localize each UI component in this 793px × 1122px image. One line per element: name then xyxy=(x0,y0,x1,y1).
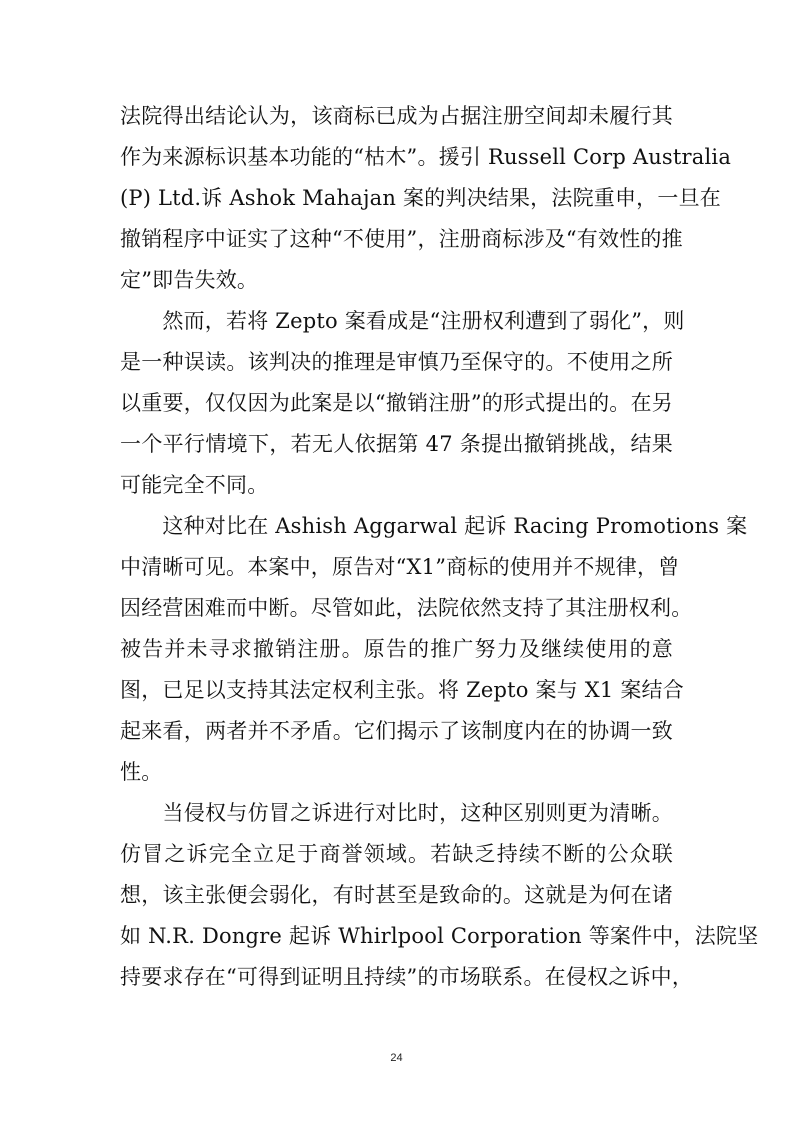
text-line: 一个平行情境下，若无人依据第 47 条提出撤销挑战，结果 xyxy=(120,432,673,456)
text-line: 如 N.R. Dongre 起诉 Whirlpool Corporation 等案件中，法院坚 xyxy=(120,924,759,948)
text-line: 起来看，两者并不矛盾。它们揭示了该制度内在的协调一致 xyxy=(120,719,673,743)
paragraph-2 xyxy=(120,301,685,506)
text-line: 图，已足以支持其法定权利主张。将 Zepto 案与 X1 案结合 xyxy=(120,678,684,702)
page-number: 24 xyxy=(390,1052,403,1064)
text-line: 想，该主张便会弱化，有时甚至是致命的。这就是为何在诸 xyxy=(120,883,673,907)
paragraph-3 xyxy=(120,506,748,793)
text-line: 定”即告失效。 xyxy=(120,268,259,292)
paragraph-4 xyxy=(120,793,759,998)
text-line: 当侵权与仿冒之诉进行对比时，这种区别则更为清晰。 xyxy=(120,801,673,825)
text-line: 可能完全不同。 xyxy=(120,473,269,497)
text-line: (P) Ltd.诉 Ashok Mahajan 案的判决结果，法院重申，一旦在 xyxy=(120,186,721,210)
body-text xyxy=(120,96,759,998)
text-line: 法院得出结论认为，该商标已成为占据注册空间却未履行其 xyxy=(120,104,673,128)
text-line: 撤销程序中证实了这种“不使用”，注册商标涉及“有效性的推 xyxy=(120,227,683,251)
text-line: 仿冒之诉完全立足于商誉领域。若缺乏持续不断的公众联 xyxy=(120,842,673,866)
text-line: 作为来源标识基本功能的“枯木”。援引 Russell Corp Australia xyxy=(120,145,732,169)
text-line: 中清晰可见。本案中，原告对“X1”商标的使用并不规律，曾 xyxy=(120,555,680,579)
paragraph-1 xyxy=(120,96,732,301)
text-line: 被告并未寻求撤销注册。原告的推广努力及继续使用的意 xyxy=(120,637,673,661)
text-line: 因经营困难而中断。尽管如此，法院依然支持了其注册权利。 xyxy=(120,596,693,620)
text-line: 以重要，仅仅因为此案是以“撤销注册”的形式提出的。在另 xyxy=(120,391,673,415)
text-line: 这种对比在 Ashish Aggarwal 起诉 Racing Promotions 案 xyxy=(120,514,748,538)
text-line: 性。 xyxy=(120,760,163,784)
text-line: 然而，若将 Zepto 案看成是“注册权利遭到了弱化”，则 xyxy=(120,309,685,333)
text-line: 是一种误读。该判决的推理是审慎乃至保守的。不使用之所 xyxy=(120,350,673,374)
text-line: 持要求存在“可得到证明且持续”的市场联系。在侵权之诉中， xyxy=(120,965,694,989)
